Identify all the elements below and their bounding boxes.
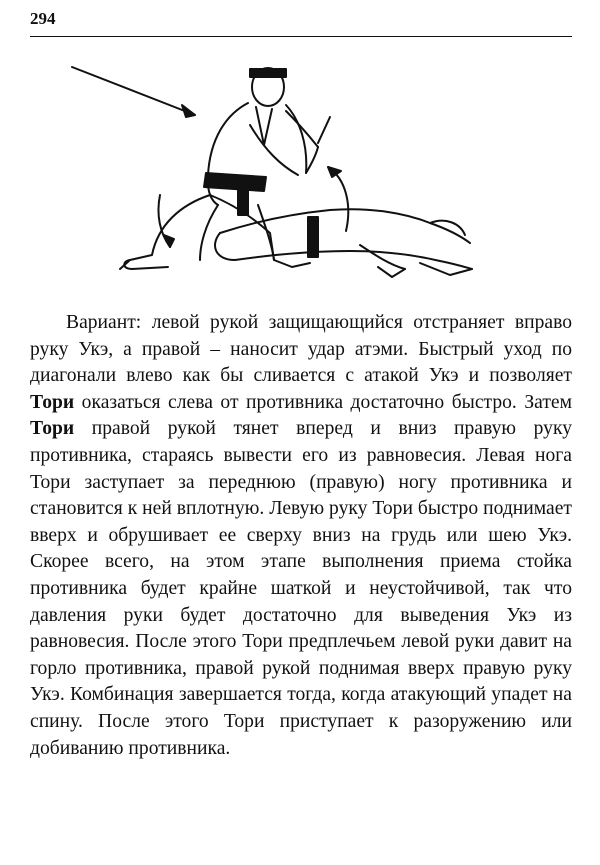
paragraph-text-2: оказаться слева от противника достаточно быстро. Затем bbox=[74, 391, 572, 413]
paragraph-text-1: Вариант: левой рукой защищающийся отстраняет вправо руку Укэ, а правой – наносит удар атэми. Быстрый уход по диагонали влево как бы сливается с атакой Укэ и позволяет bbox=[30, 312, 572, 387]
curved-arrow-left-icon bbox=[158, 195, 174, 247]
header-rule bbox=[30, 36, 572, 37]
motion-arrow-icon bbox=[72, 67, 195, 117]
page-number: 294 bbox=[30, 9, 56, 28]
tori-name-bold: Тори bbox=[30, 391, 75, 413]
body-paragraph bbox=[30, 310, 572, 762]
curved-arrow-right-icon bbox=[328, 167, 348, 231]
technique-illustration bbox=[60, 55, 490, 285]
paragraph-text-3: правой рукой тянет вперед и вниз правую руку противника, стараясь вывести его из равновесия. Левая нога Тори заступает за переднюю (правую) ногу противника и становится к ней вплотную. Левую руку Тори быстро поднимает вверх и обрушивает ее сверху вниз на грудь или шею Укэ. Скорее всего, на этом этапе выполнения приема стойка противника будет крайне шаткой и неустойчивой, так что давления руки будет достаточно для выведения Укэ из равновесия. После этого Тори предплечьем левой руки давит на горло противника, правой рукой поднимая вверх правую руку Укэ. Комбинация завершается тогда, когда атакующий упадет на спину. После этого Тори приступает к разоружению или добиванию противника. bbox=[30, 418, 572, 759]
tori-name-bold: Тори bbox=[30, 418, 75, 440]
